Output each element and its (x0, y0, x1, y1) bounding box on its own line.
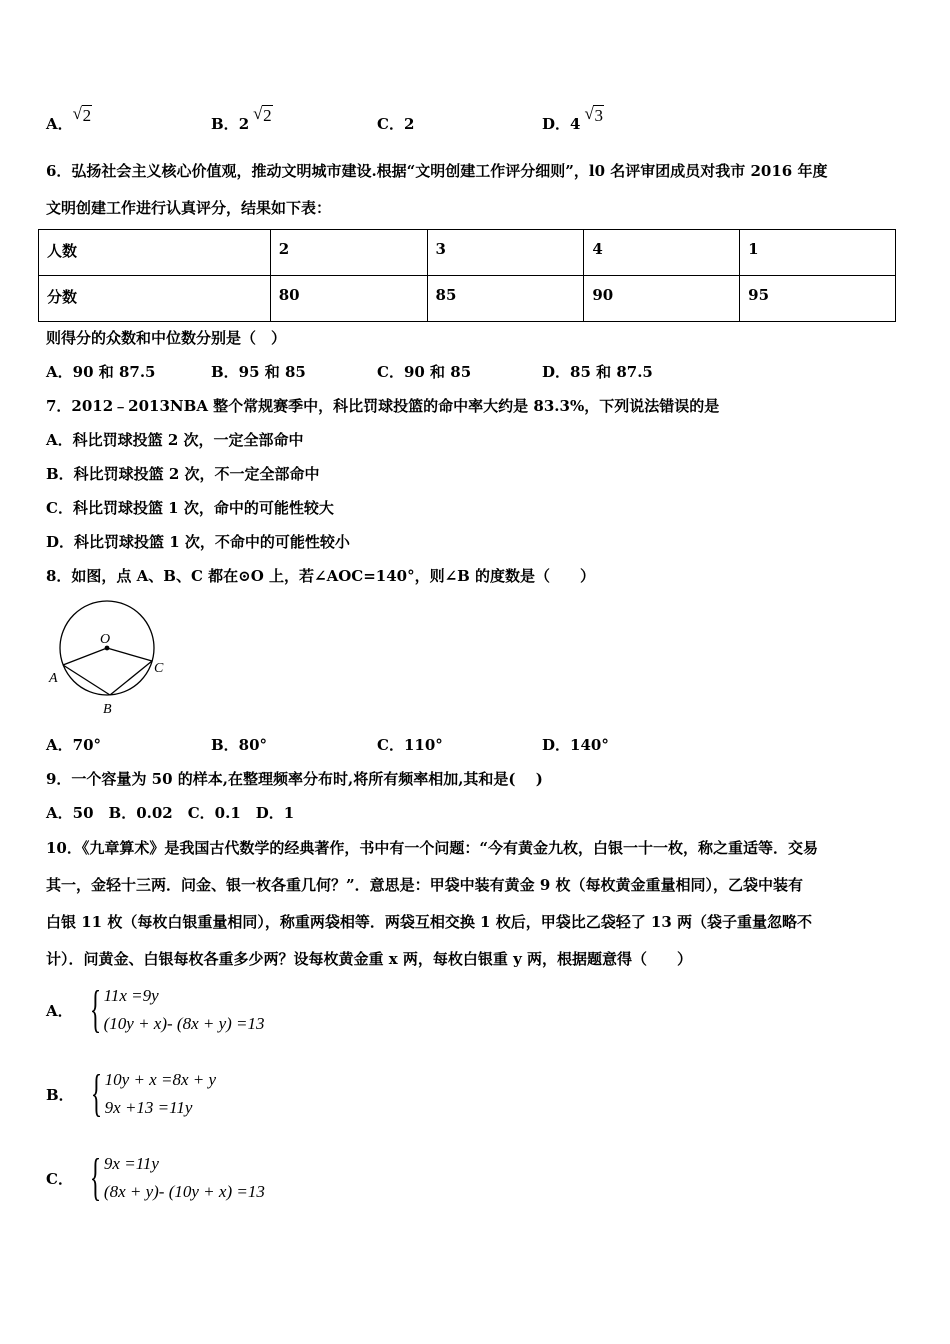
segment-oa (63, 648, 107, 665)
label-b: B (103, 702, 112, 717)
score-table (38, 229, 896, 322)
q9-options: A．50 B．0.02 C．0.1 D．1 (46, 804, 295, 822)
equation: (10y + x)- (8x + y) =13 (103, 1014, 265, 1033)
table-cell: 85 (427, 276, 584, 322)
q9-stem: 9．一个容量为 50 的样本,在整理频率分布时,将所有频率相加,其和是( ) (46, 770, 543, 788)
q6-option-d: D．85 和 87.5 (542, 363, 653, 381)
q8-option-c: C．110° (377, 736, 443, 754)
q7-option-c: C．科比罚球投篮 1 次，命中的可能性较大 (46, 499, 334, 517)
q5-option-a: A． √ 2 (46, 104, 92, 133)
q7-option-d: D．科比罚球投篮 1 次，不命中的可能性较小 (46, 533, 350, 551)
table-cell: 90 (584, 276, 740, 322)
q10-stem-line2: 其一，金轻十三两．问金、银一枚各重几何？”．意思是：甲袋中装有黄金 9 枚（每枚黄金重量相同），乙袋中装有 (46, 876, 804, 894)
sqrt-3: √ 3 (584, 104, 603, 125)
sqrt-2: √ 2 (253, 104, 272, 125)
table-cell: 人数 (39, 230, 271, 276)
q10-stem-line4: 计）．问黄金、白银每枚各重多少两？设每枚黄金重 x 两，每枚白银重 y 两，根据题意得（ ） (46, 950, 693, 968)
brace-icon: { (89, 1149, 102, 1206)
q6-stem-line1: 6．弘扬社会主义核心价值观，推动文明城市建设.根据“文明创建工作评分细则”，l0 名评审团成员对我市 2016 年度 (46, 162, 828, 180)
equation: 9x =11y (103, 1154, 159, 1173)
q6-option-b: B．95 和 85 (211, 363, 306, 381)
equation: 11x =9y (103, 986, 159, 1005)
table-cell: 3 (427, 230, 584, 276)
brace-icon: { (90, 1065, 102, 1122)
table-cell: 80 (270, 276, 427, 322)
q6-question: 则得分的众数和中位数分别是（ ） (46, 329, 287, 347)
table-row (39, 230, 896, 276)
table-cell: 95 (740, 276, 896, 322)
q8-option-d: D．140° (542, 736, 609, 754)
q7-option-b: B．科比罚球投篮 2 次，不一定全部命中 (46, 465, 320, 483)
table-cell: 分数 (39, 276, 271, 322)
q10-option-a: A． { 11x =9y (10y + x)- (8x + y) =13 (46, 981, 265, 1038)
q8-option-b: B．80° (211, 736, 268, 754)
q8-option-a: A．70° (46, 736, 102, 754)
sqrt-2: √ 2 (72, 104, 92, 125)
q10-stem-line1: 10．《九章算术》是我国古代数学的经典著作，书中有一个问题：“今有黄金九枚，白银一十一枚，称之重适等．交易 (46, 839, 819, 857)
q6-option-a: A．90 和 87.5 (46, 363, 156, 381)
q6-option-c: C．90 和 85 (377, 363, 472, 381)
q6-stem-line2: 文明创建工作进行认真评分，结果如下表： (46, 199, 332, 217)
label-a: A (49, 671, 58, 686)
table-cell: 4 (584, 230, 740, 276)
q10-option-b: B． { 10y + x =8x + y 9x +13 =11y (46, 1065, 217, 1122)
q8-stem: 8．如图，点 A、B、C 都在⊙O 上，若∠AOC=140°，则∠B 的度数是（ ） (46, 567, 596, 585)
segment-cb (110, 661, 152, 695)
brace-icon: { (89, 981, 101, 1038)
table-row (39, 276, 896, 322)
q10-option-c: C． { 9x =11y (8x + y)- (10y + x) =13 (46, 1149, 265, 1206)
q7-stem: 7．2012﹣2013NBA 整个常规赛季中，科比罚球投篮的命中率大约是 83.3%，下列说法错误的是 (46, 397, 720, 415)
q10-stem-line3: 白银 11 枚（每枚白银重量相同），称重两袋相等．两袋互相交换 1 枚后，甲袋比乙袋轻了 13 两（袋子重量忽略不 (46, 913, 813, 931)
equation: (8x + y)- (10y + x) =13 (103, 1182, 265, 1201)
label-o: O (100, 632, 111, 647)
q5-option-d: D．4 √ 3 (542, 104, 603, 133)
equation: 10y + x =8x + y (104, 1070, 217, 1089)
table-cell: 2 (270, 230, 427, 276)
q5-option-c: C．2 (377, 115, 415, 133)
segment-oc (107, 648, 152, 661)
circle-figure (44, 600, 174, 720)
table-cell: 1 (740, 230, 896, 276)
q5-option-b: B．2 √ 2 (211, 104, 272, 133)
label-c: C (154, 661, 164, 676)
equation: 9x +13 =11y (104, 1098, 193, 1117)
q7-option-a: A．科比罚球投篮 2 次，一定全部命中 (46, 431, 304, 449)
